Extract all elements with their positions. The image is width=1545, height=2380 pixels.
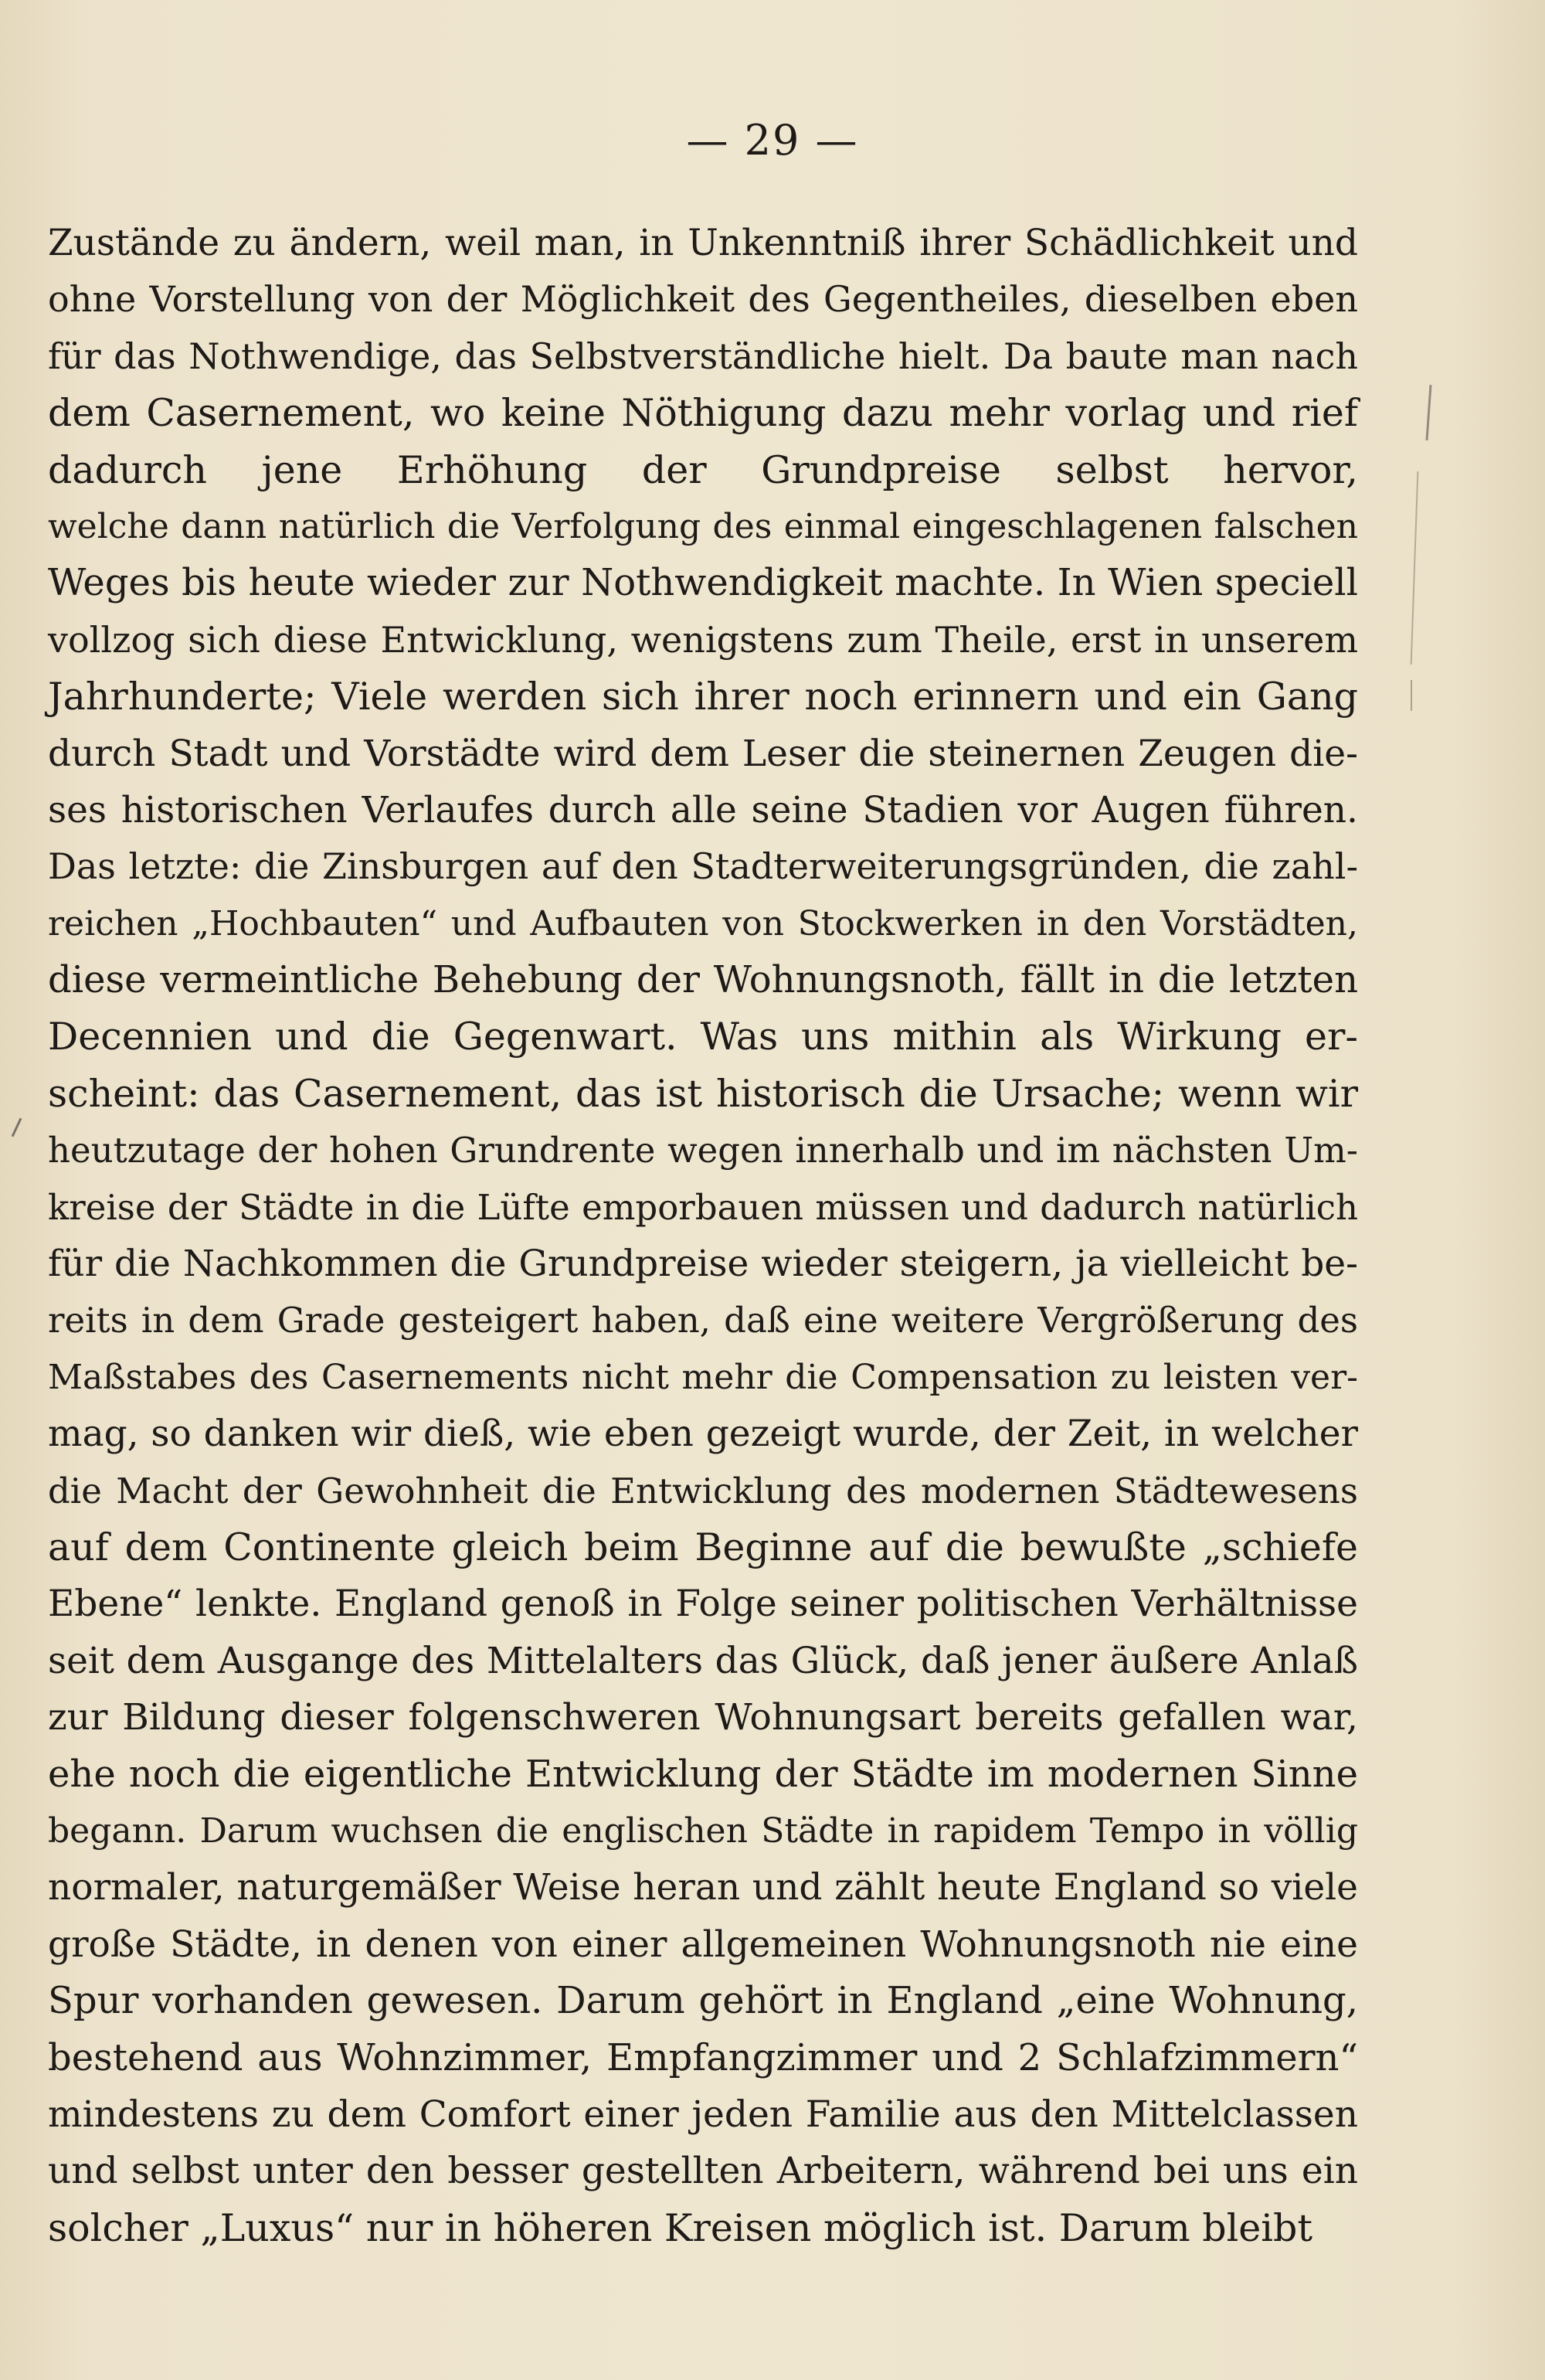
text-line: bestehend aus Wohnzimmer, Empfangzimmer und 2 Schlafzimmern“ — [48, 2035, 1358, 2079]
text-line: diese vermeintliche Behebung der Wohnungsnoth, fällt in die letzten — [48, 958, 1358, 1002]
text-line: Das letzte: die Zinsburgen auf den Stadterweiterungsgründen, die zahl- — [48, 845, 1358, 888]
text-line: solcher „Luxus“ nur in höheren Kreisen möglich ist. Darum bleibt — [48, 2205, 1313, 2250]
text-line: große Städte, in denen von einer allgemeinen Wohnungsnoth nie eine — [48, 1923, 1358, 1966]
text-line: dem Casernement, wo keine Nöthigung dazu mehr vorlag und rief — [48, 391, 1358, 436]
text-line: und selbst unter den besser gestellten Arbeitern, während bei uns ein — [48, 2150, 1358, 2193]
text-line: dadurch jene Erhöhung der Grundpreise selbst hervor, — [48, 447, 1358, 492]
text-line: scheint: das Casernement, das ist historisch die Ursache; wenn wir — [48, 1071, 1358, 1116]
text-line: Maßstabes des Casernements nicht mehr die Compensation zu leisten ver- — [48, 1357, 1358, 1397]
text-line: vollzog sich diese Entwicklung, wenigstens zum Theile, erst in unserem — [48, 618, 1358, 661]
margin-pencil-mark — [1411, 680, 1412, 711]
text-line: mindestens zu dem Comfort einer jeden Familie aus den Mittelclassen — [48, 2093, 1358, 2136]
text-line: für die Nachkommen die Grundpreise wieder steigern, ja vielleicht be- — [48, 1243, 1358, 1286]
page-number: — 29 — — [686, 116, 859, 165]
text-line: seit dem Ausgange des Mittelalters das Glück, daß jener äußere Anlaß — [48, 1639, 1358, 1682]
text-line: ohne Vorstellung von der Möglichkeit des Gegentheiles, dieselben eben — [48, 278, 1358, 321]
text-line: durch Stadt und Vorstädte wird dem Leser die steinernen Zeugen die- — [48, 732, 1358, 775]
margin-pencil-mark — [1425, 385, 1431, 440]
text-line: auf dem Continente gleich beim Beginne auf die bewußte „schiefe — [48, 1525, 1358, 1569]
text-line: ehe noch die eigentliche Entwicklung der Städte im modernen Sinne — [48, 1752, 1358, 1796]
text-line: reits in dem Grade gesteigert haben, daß eine weitere Vergrößerung des — [48, 1300, 1358, 1341]
text-line: mag, so danken wir dieß, wie eben gezeigt wurde, der Zeit, in welcher — [48, 1413, 1358, 1456]
text-line: Decennien und die Gegenwart. Was uns mithin als Wirkung er- — [48, 1015, 1358, 1059]
text-line: kreise der Städte in die Lüfte emporbauen müssen und dadurch natürlich — [48, 1186, 1358, 1228]
text-line: reichen „Hochbauten“ und Aufbauten von Stockwerken in den Vorstädten, — [48, 903, 1358, 944]
text-line: welche dann natürlich die Verfolgung des einmal eingeschlagenen falschen — [48, 506, 1358, 546]
text-line: Jahrhunderte; Viele werden sich ihrer noch erinnern und ein Gang — [48, 675, 1358, 719]
margin-pencil-mark — [1411, 471, 1419, 665]
text-line: Ebene“ lenkte. England genoß in Folge seiner politischen Verhältnisse — [48, 1583, 1358, 1626]
margin-pencil-mark — [12, 1118, 22, 1137]
text-line: ses historischen Verlaufes durch alle seine Stadien vor Augen führen. — [48, 788, 1358, 831]
text-line: begann. Darum wuchsen die englischen Städte in rapidem Tempo in völlig — [48, 1810, 1358, 1851]
text-line: normaler, naturgemäßer Weise heran und zählt heute England so viele — [48, 1866, 1358, 1909]
text-line: Spur vorhanden gewesen. Darum gehört in England „eine Wohnung, — [48, 1979, 1358, 2023]
text-line: für das Nothwendige, das Selbstverständliche hielt. Da baute man nach — [48, 335, 1358, 377]
body-text — [48, 215, 1358, 2256]
text-line: Weges bis heute wieder zur Nothwendigkeit machte. In Wien speciell — [48, 561, 1358, 605]
text-line: die Macht der Gewohnheit die Entwicklung des modernen Städtewesens — [48, 1470, 1358, 1511]
text-line: Zustände zu ändern, weil man, in Unkenntniß ihrer Schädlichkeit und — [48, 222, 1358, 264]
text-line: heutzutage der hohen Grundrente wegen innerhalb und im nächsten Um- — [48, 1130, 1358, 1171]
text-line: zur Bildung dieser folgenschweren Wohnungsart bereits gefallen war, — [48, 1696, 1358, 1739]
